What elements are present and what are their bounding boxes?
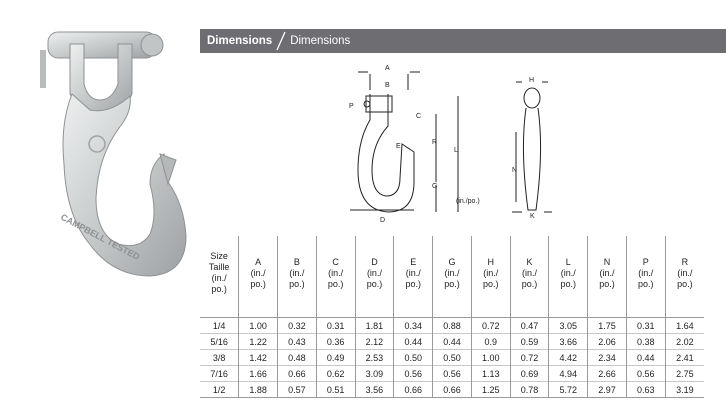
size-cell: 7/16: [200, 366, 239, 382]
diagram-label-k: K: [530, 213, 535, 220]
value-cell: 0.49: [316, 350, 355, 366]
value-cell: 0.44: [433, 334, 472, 350]
value-cell: 0.34: [394, 318, 433, 334]
value-cell: 0.72: [510, 350, 549, 366]
table-row: [200, 366, 704, 382]
value-cell: 0.78: [510, 382, 549, 398]
banner-title-en: Dimensions: [207, 35, 273, 47]
value-cell: 1.88: [239, 382, 278, 398]
header-r: R (in./ po.): [665, 236, 704, 310]
value-cell: 2.66: [588, 366, 627, 382]
table-row: [200, 334, 704, 350]
table-header-row: [200, 236, 704, 310]
value-cell: 0.31: [626, 318, 665, 334]
value-cell: 0.31: [316, 318, 355, 334]
header-n: N (in./ po.): [588, 236, 627, 310]
header-e: E (in./ po.): [394, 236, 433, 310]
header-h: H (in./ po.): [471, 236, 510, 310]
value-cell: 0.50: [433, 350, 472, 366]
header-b: B (in./ po.): [278, 236, 317, 310]
table-row: [200, 318, 704, 334]
value-cell: 1.00: [471, 350, 510, 366]
header-size: Size Taille (in./ po.): [208, 251, 230, 294]
value-cell: 0.43: [278, 334, 317, 350]
value-cell: 0.66: [433, 382, 472, 398]
value-cell: 0.72: [471, 318, 510, 334]
value-cell: 0.69: [510, 366, 549, 382]
value-cell: 1.66: [239, 366, 278, 382]
diagram-label-d: D: [380, 217, 386, 224]
value-cell: 0.51: [316, 382, 355, 398]
hook-stamp-text: CAMPBELL TESTED: [59, 211, 142, 263]
table-spacer: [200, 310, 704, 318]
value-cell: 0.47: [510, 318, 549, 334]
dimensions-banner: [200, 29, 726, 53]
dimension-table: [200, 236, 704, 398]
value-cell: 0.9: [471, 334, 510, 350]
value-cell: 0.66: [278, 366, 317, 382]
diagram-label-e: E: [396, 143, 401, 150]
diagram-label-h: H: [529, 77, 535, 84]
header-a: A (in./ po.): [239, 236, 278, 310]
banner-title-fr: Dimensions: [290, 35, 351, 47]
header-g: G (in./ po.): [433, 236, 472, 310]
grab-hook-photo: [0, 14, 196, 304]
value-cell: 0.56: [433, 366, 472, 382]
value-cell: 1.25: [471, 382, 510, 398]
table-row: [200, 350, 704, 366]
value-cell: 0.50: [394, 350, 433, 366]
value-cell: 0.57: [278, 382, 317, 398]
diagram-label-b: B: [385, 82, 390, 89]
diagram-label-l: L: [454, 147, 458, 154]
header-l: L (in./ po.): [549, 236, 588, 310]
diagram-unit: (in./po.): [456, 198, 480, 205]
diagram-label-n: N: [512, 167, 518, 174]
value-cell: 1.64: [665, 318, 704, 334]
value-cell: 0.59: [510, 334, 549, 350]
value-cell: 3.66: [549, 334, 588, 350]
value-cell: 0.62: [316, 366, 355, 382]
diagram-label-r: R: [432, 139, 438, 146]
size-cell: 1/2: [200, 382, 239, 398]
value-cell: 1.81: [355, 318, 394, 334]
header-p: P (in./ po.): [626, 236, 665, 310]
value-cell: 2.97: [588, 382, 627, 398]
header-d: D (in./ po.): [355, 236, 394, 310]
slash-divider: [276, 29, 286, 53]
value-cell: 2.41: [665, 350, 704, 366]
value-cell: 1.75: [588, 318, 627, 334]
value-cell: 5.72: [549, 382, 588, 398]
diagram-label-g: G: [432, 183, 438, 190]
value-cell: 4.42: [549, 350, 588, 366]
value-cell: 3.19: [665, 382, 704, 398]
size-cell: 5/16: [200, 334, 239, 350]
value-cell: 3.56: [355, 382, 394, 398]
value-cell: 3.09: [355, 366, 394, 382]
value-cell: 0.36: [316, 334, 355, 350]
size-cell: 3/8: [200, 350, 239, 366]
value-cell: 1.42: [239, 350, 278, 366]
value-cell: 0.44: [626, 350, 665, 366]
dimension-diagram: [340, 60, 570, 230]
diagram-label-a: A: [385, 65, 390, 72]
value-cell: 1.13: [471, 366, 510, 382]
value-cell: 2.06: [588, 334, 627, 350]
value-cell: 0.63: [626, 382, 665, 398]
value-cell: 0.66: [394, 382, 433, 398]
value-cell: 4.94: [549, 366, 588, 382]
value-cell: 0.44: [394, 334, 433, 350]
value-cell: 0.88: [433, 318, 472, 334]
size-cell: 1/4: [200, 318, 239, 334]
header-k: K (in./ po.): [510, 236, 549, 310]
value-cell: 0.38: [626, 334, 665, 350]
value-cell: 2.75: [665, 366, 704, 382]
header-c: C (in./ po.): [316, 236, 355, 310]
value-cell: 2.34: [588, 350, 627, 366]
diagram-label-p: P: [349, 103, 354, 110]
value-cell: 0.48: [278, 350, 317, 366]
diagram-label-c: C: [416, 113, 422, 120]
value-cell: 0.56: [394, 366, 433, 382]
value-cell: 0.32: [278, 318, 317, 334]
value-cell: 1.00: [239, 318, 278, 334]
value-cell: 1.22: [239, 334, 278, 350]
value-cell: 2.02: [665, 334, 704, 350]
table-row: [200, 382, 704, 398]
value-cell: 0.56: [626, 366, 665, 382]
value-cell: 2.12: [355, 334, 394, 350]
value-cell: 2.53: [355, 350, 394, 366]
value-cell: 3.05: [549, 318, 588, 334]
